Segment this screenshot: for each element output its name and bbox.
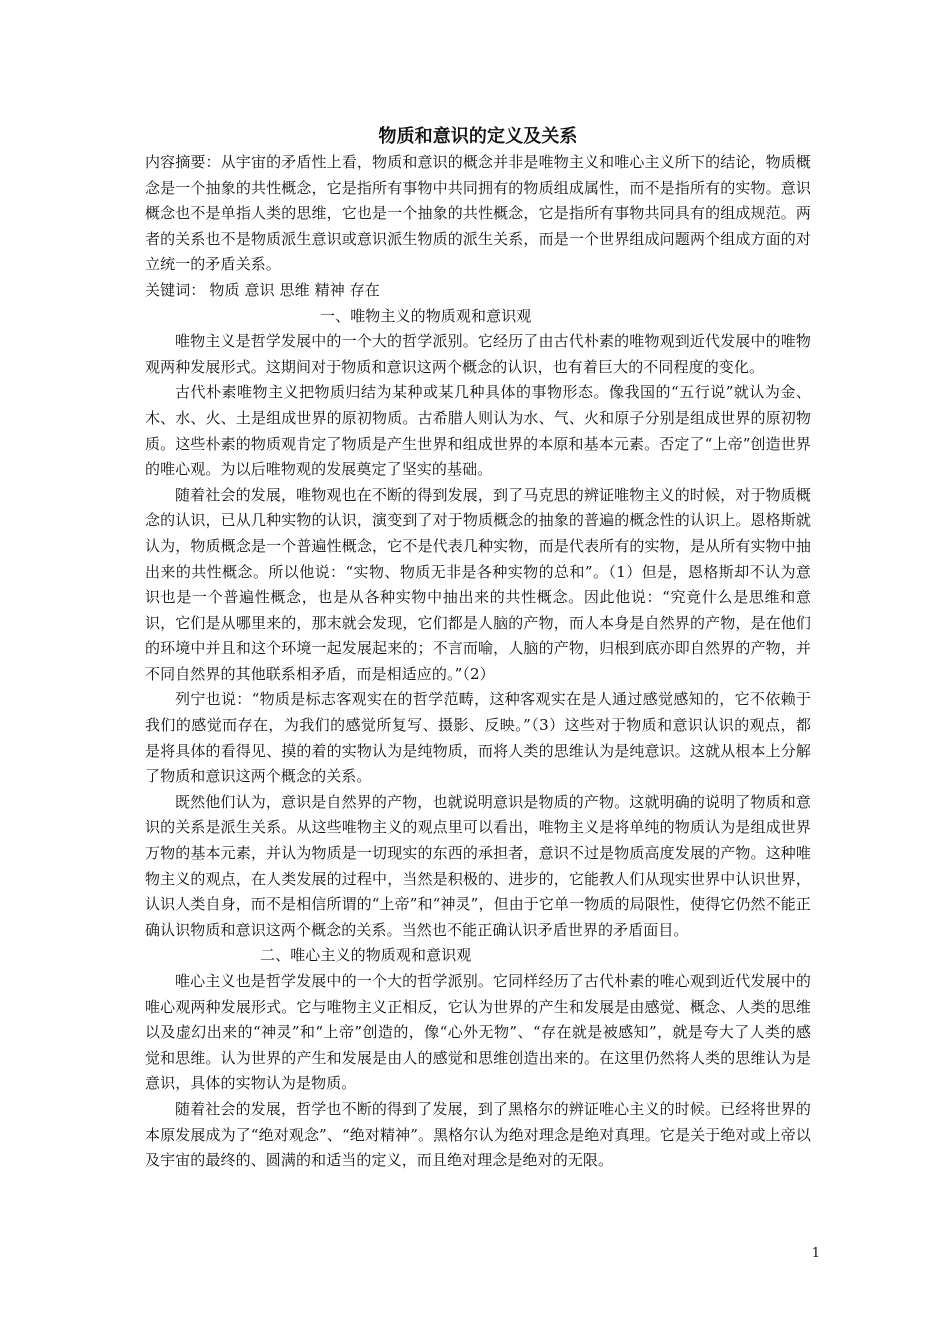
body-paragraph: 唯心主义也是哲学发展中的一个大的哲学派别。它同样经历了古代朴素的唯心观到近代发展中的唯心观两种发展形式。它与唯物主义正相反，它认为世界的产生和发展是由感觉、概念、人类的思维以及虚幻出来的“神灵”和“上帝”创造的，像“心外无物”、“存在就是被感知”，就是夸大了人类的感觉和思维。认为世界的产生和发展是由人的感觉和思维创造出来的。在这里仍然将人类的思维认为是意识，具体的实物认为是物质。	[145, 972, 811, 1093]
section-heading-1: 一、唯物主义的物质观和意识观	[320, 306, 532, 325]
body-paragraph: 列宁也说：“物质是标志客观实在的哲学范畴，这种客观实在是人通过感觉感知的，它不依赖于我们的感觉而存在，为我们的感觉所复写、摄影、反映。”（3）这些对于物质和意识认识的观点，都是将具体的看得见、摸的着的实物认为是纯物质，而将人类的思维认为是纯意识。这就从根本上分解了物质和意识这两个概念的关系。	[145, 690, 811, 786]
keywords-line	[145, 278, 811, 304]
keywords-label: 关键词：	[145, 280, 206, 299]
abstract-paragraph: 内容摘要：从宇宙的矛盾性上看，物质和意识的概念并非是唯物主义和唯心主义所下的结论，物质概念是一个抽象的共性概念，它是指所有事物中共同拥有的物质组成属性，而不是指所有的实物。意识概念也不是单指人类的思维，它也是一个抽象的共性概念，它是指所有事物共同具有的组成规范。两者的关系也不是物质派生意识或意识派生物质的派生关系，而是一个世界组成问题两个组成方面的对立统一的矛盾关系。	[145, 153, 811, 274]
section-heading-2: 二、唯心主义的物质观和意识观	[260, 946, 472, 965]
keywords-value: 物质 意识 思维 精神 存在	[209, 280, 380, 299]
document-body	[145, 124, 811, 1174]
body-paragraph: 随着社会的发展，哲学也不断的得到了发展，到了黑格尔的辨证唯心主义的时候。已经将世界的本原发展成为了“绝对观念”、“绝对精神”。黑格尔认为绝对理念是绝对真理。它是关于绝对或上帝以及宇宙的最终的、圆满的和适当的定义，而且绝对理念是绝对的无限。	[145, 1099, 811, 1170]
page-number: 1	[811, 1246, 820, 1261]
document-title: 物质和意识的定义及关系	[378, 126, 578, 147]
body-paragraph: 随着社会的发展，唯物观也在不断的得到发展，到了马克思的辨证唯物主义的时候，对于物质概念的认识，已从几种实物的认识，演变到了对于物质概念的抽象的普遍的概念性的认识上。恩格斯就认为，物质概念是一个普遍性概念，它不是代表几种实物，而是代表所有的实物，是从所有实物中抽出来的共性概念。所以他说：“实物、物质无非是各种实物的总和”。（1）但是，恩格斯却不认为意识也是一个普遍性概念，也是从各种实物中抽出来的共性概念。因此他说：“究竟什么是思维和意识，它们是从哪里来的，那末就会发现，它们都是人脑的产物，而人本身是自然界的产物，是在他们的环境中并且和这个环境一起发展起来的；不言而喻，人脑的产物，归根到底亦即自然界的产物，并不同自然界的其他联系相矛盾，而是相适应的。”（2）	[145, 485, 811, 683]
body-paragraph: 唯物主义是哲学发展中的一个大的哲学派别。它经历了由古代朴素的唯物观到近代发展中的唯物观两种发展形式。这期间对于物质和意识这两个概念的认识，也有着巨大的不同程度的变化。	[145, 332, 811, 376]
body-paragraph: 古代朴素唯物主义把物质归结为某种或某几种具体的事物形态。像我国的“五行说”就认为金、木、水、火、土是组成世界的原初物质。古希腊人则认为水、气、火和原子分别是组成世界的原初物质。这些朴素的物质观肯定了物质是产生世界和组成世界的本原和基本元素。否定了“上帝”创造世界的唯心观。为以后唯物观的发展奠定了坚实的基础。	[145, 383, 811, 479]
body-paragraph: 既然他们认为，意识是自然界的产物，也就说明意识是物质的产物。这就明确的说明了物质和意识的关系是派生关系。从这些唯物主义的观点里可以看出，唯物主义是将单纯的物质认为是组成世界万物的基本元素，并认为物质是一切现实的东西的承担者，意识不过是物质高度发展的产物。这种唯物主义的观点，在人类发展的过程中，当然是积极的、进步的，它能教人们从现实世界中认识世界，认识人类自身，而不是相信所谓的“上帝”和“神灵”，但由于它单一物质的局限性，使得它仍然不能正确认识物质和意识这两个概念的关系。当然也不能正确认识矛盾世界的矛盾面目。	[145, 792, 811, 939]
